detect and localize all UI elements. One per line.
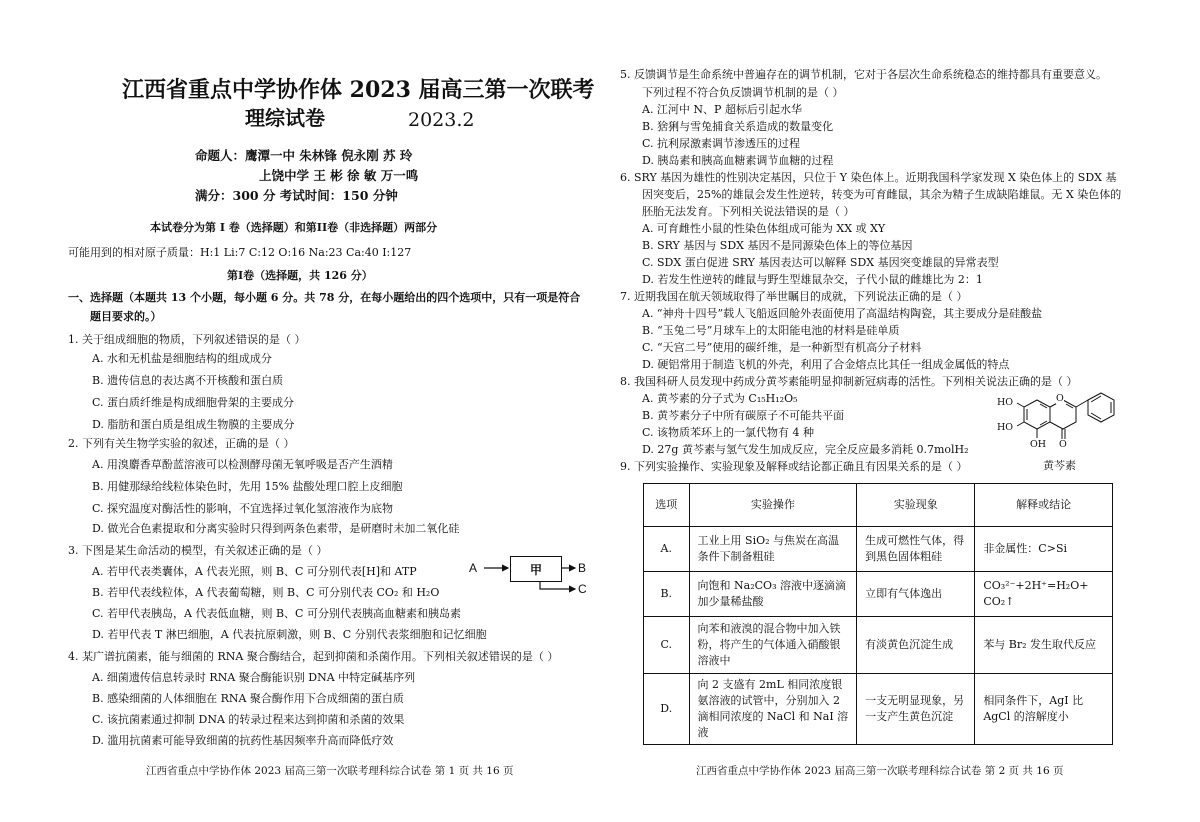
q6-stem-cont-2: 胚胎无法发育。下列相关说法错误的是（ ） — [642, 205, 855, 218]
q4-option-b: B. 感染细菌的人体细胞在 RNA 聚合酶作用下合成细菌的蛋白质 — [92, 692, 404, 705]
exam-subtitle: 理综试卷 — [245, 106, 325, 130]
ring-c — [1050, 400, 1076, 429]
header-operation: 实验操作 — [689, 484, 857, 527]
q6-option-d: D. 若发生性逆转的雌鼠与野生型雄鼠杂交，子代小鼠的雌雄比为 2：1 — [642, 273, 983, 286]
page-1-footer: 江西省重点中学协作体 2023 届高三第一次联考理科综合试卷 第 1 页 共 16 页 — [146, 765, 514, 777]
exam-date: 2023.2 — [408, 109, 475, 131]
q8-option-b: B. 黄芩素分子中所有碳原子不可能共平面 — [642, 409, 845, 422]
diagram-box-label: 甲 — [529, 563, 542, 577]
keto-oxygen-label: O — [1059, 439, 1067, 450]
q4-option-d: D. 滥用抗菌素可能导致细菌的抗药性基因频率升高而降低疗效 — [92, 734, 394, 747]
q4-option-c: C. 该抗菌素通过抑制 DNA 的转录过程来达到抑菌和杀菌的效果 — [92, 713, 405, 726]
section1-heading: 一、选择题（本题共 13 个小题，每小题 6 分。共 78 分，在每小题给出的四个选项中，只有一项是符合 — [68, 291, 581, 304]
authors-line-2: 上饶中学 王 彬 徐 敏 万一鸣 — [259, 168, 419, 183]
row-c-operation: 向苯和液溴的混合物中加入铁粉，将产生的气体通入硝酸银溶液中 — [689, 617, 857, 674]
q7-option-c: C. “天宫二号”使用的碳纤维，是一种新型有机高分子材料 — [642, 341, 922, 354]
q7-option-d: D. 硬铝常用于制造飞机的外壳，利用了合金熔点比其任一组成金属低的特点 — [642, 358, 1010, 371]
q2-option-a: A. 用溴麝香草酚蓝溶液可以检测酵母菌无氧呼吸是否产生酒精 — [92, 458, 393, 471]
q2-stem: 2. 下列有关生物学实验的叙述，正确的是（ ） — [68, 437, 295, 450]
q3-option-a: A. 若甲代表类囊体，A 代表光照，则 B、C 可分别代表[H]和 ATP — [92, 565, 417, 578]
q5-option-a: A. 江河中 N、P 超标后引起水华 — [642, 103, 802, 116]
table-row — [644, 617, 1113, 674]
header-conclusion: 解释或结论 — [975, 484, 1113, 527]
diagram-label-a: A — [469, 561, 478, 575]
page-2-footer: 江西省重点中学协作体 2023 届高三第一次联考理科综合试卷 第 2 页 共 16 页 — [696, 765, 1064, 777]
q2-option-b: B. 用健那绿给线粒体染色时，先用 15% 盐酸处理口腔上皮细胞 — [92, 480, 403, 493]
q9-stem: 9. 下列实验操作、实验现象及解释或结论都正确且有因果关系的是（ ） — [620, 460, 968, 473]
q6-option-a: A. 可育雌性小鼠的性染色体组成可能为 XX 或 XY — [642, 222, 886, 235]
part1-heading: 第Ⅰ卷（选择题，共 126 分） — [227, 269, 373, 282]
q7-option-b: B. “玉兔二号”月球车上的太阳能电池的材料是硅单质 — [642, 324, 900, 337]
header-phenomenon: 实验现象 — [857, 484, 975, 527]
row-a-conclusion: 非金属性：C>Si — [975, 527, 1113, 572]
table-row — [644, 527, 1113, 572]
hydroxyl-label-3: OH — [1030, 439, 1047, 450]
row-b-operation: 向饱和 Na₂CO₃ 溶液中逐滴滴加少量稀盐酸 — [689, 572, 857, 617]
q5-option-d: D. 胰岛素和胰高血糖素调节血糖的过程 — [642, 154, 834, 167]
row-c-conclusion: 苯与 Br₂ 发生取代反应 — [975, 617, 1113, 674]
q8-option-a: A. 黄芩素的分子式为 C₁₅H₁₂O₅ — [642, 392, 798, 405]
ring-oxygen-label: O — [1056, 393, 1064, 404]
row-c-phenomenon: 有淡黄色沉淀生成 — [857, 617, 975, 674]
q5-option-b: B. 猞猁与雪兔捕食关系造成的数量变化 — [642, 120, 834, 133]
row-b-conclusion: CO₃²⁻+2H⁺=H₂O+ CO₂↑ — [975, 572, 1113, 617]
arrow-c-out — [540, 581, 575, 589]
diagram-label-c: C — [578, 582, 587, 596]
score-time-line: 满分：300 分 考试时间：150 分钟 — [195, 188, 398, 203]
sections-note: 本试卷分为第 I 卷（选择题）和第II卷（非选择题）两部分 — [150, 221, 438, 234]
q1-stem: 1. 关于组成细胞的物质，下列叙述错误的是（ ） — [68, 333, 306, 346]
row-b-phenomenon: 立即有气体逸出 — [857, 572, 975, 617]
q6-stem-cont-1: 因突变后，25%的雄鼠会发生性逆转，转变为可育雌鼠，其余为精子生成缺陷雄鼠。无 X 染色体的 — [642, 188, 1122, 201]
row-d-option: D. — [644, 674, 690, 745]
q2-option-c: C. 探究温度对酶活性的影响，不宜选择过氧化氢溶液作为底物 — [92, 502, 394, 515]
section1-heading-cont: 题目要求的。） — [90, 310, 162, 323]
q5-option-c: C. 抗利尿激素调节渗透压的过程 — [642, 137, 801, 150]
q3-option-d: D. 若甲代表 T 淋巴细胞，A 代表抗原刺激，则 B、C 分别代表浆细胞和记忆细胞 — [92, 628, 487, 641]
q6-option-b: B. SRY 基因与 SDX 基因不是同源染色体上的等位基因 — [642, 239, 913, 252]
q4-option-a: A. 细菌遗传信息转录时 RNA 聚合酶能识别 DNA 中特定碱基序列 — [92, 671, 416, 684]
row-c-option: C. — [644, 617, 690, 674]
q1-option-a: A. 水和无机盐是细胞结构的组成成分 — [92, 352, 272, 365]
q1-option-b: B. 遗传信息的表达离不开核酸和蛋白质 — [92, 374, 284, 387]
ring-a — [1024, 400, 1050, 429]
q3-stem: 3. 下图是某生命活动的模型，有关叙述正确的是（ ） — [68, 544, 328, 557]
q3-option-c: C. 若甲代表胰岛，A 代表低血糖，则 B、C 可分别代表胰高血糖素和胰岛素 — [92, 607, 461, 620]
q5-stem-cont: 下列过程不符合负反馈调节机制的是（ ） — [642, 86, 844, 99]
q9-table — [643, 483, 1113, 745]
header-option: 选项 — [644, 484, 690, 527]
row-d-phenomenon: 一支无明显现象，另一支产生黄色沉淀 — [857, 674, 975, 745]
q7-stem: 7. 近期我国在航天领域取得了举世瞩目的成就，下列说法正确的是（ ） — [620, 290, 968, 303]
q8-option-d: D. 27g 黄芩素与氢气发生加成反应，完全反应最多消耗 0.7molH₂ — [642, 443, 969, 456]
table-row — [644, 572, 1113, 617]
q3-option-b: B. 若甲代表线粒体，A 代表葡萄糖，则 B、C 可分别代表 CO₂ 和 H₂O — [92, 586, 440, 599]
q8-stem: 8. 我国科研人员发现中药成分黄芩素能明显抑制新冠病毒的活性。下列相关说法正确的是（ ） — [620, 375, 1078, 388]
table-header-row — [644, 484, 1113, 527]
q7-option-a: A. “神舟十四号”载人飞船返回舱外表面使用了高温结构陶瓷，其主要成分是硅酸盐 — [642, 307, 1043, 320]
diagram-label-b: B — [578, 561, 587, 575]
row-d-operation: 向 2 支盛有 2mL 相同浓度银氨溶液的试管中，分别加入 2 滴相同浓度的 NaCl 和 NaI 溶液 — [689, 674, 857, 745]
molecule-caption: 黄芩素 — [1043, 459, 1076, 472]
q2-option-d: D. 做光合色素提取和分离实验时只得到两条色素带，是研磨时未加二氧化硅 — [92, 522, 460, 535]
hydroxyl-label-2: HO — [997, 422, 1014, 433]
q6-stem: 6. SRY 基因为雄性的性别决定基因，只位于 Y 染色体上。近期我国科学家发现 X 染色体上的 SDX 基 — [620, 171, 1117, 184]
q4-stem: 4. 某广谱抗菌素，能与细菌的 RNA 聚合酶结合，起到抑菌和杀菌作用。下列相关叙述错误的是（ ） — [68, 650, 559, 663]
exam-title: 江西省重点中学协作体 2023 届高三第一次联考 — [122, 77, 595, 103]
q1-option-c: C. 蛋白质纤维是构成细胞骨架的主要成分 — [92, 396, 295, 409]
row-d-conclusion: 相同条件下，AgI 比 AgCl 的溶解度小 — [975, 674, 1113, 745]
table-row — [644, 674, 1113, 745]
q6-option-c: C. SDX 蛋白促进 SRY 基因表达可以解释 SDX 基因突变雄鼠的异常表型 — [642, 256, 999, 269]
authors-line-1: 命题人：鹰潭一中 朱林锋 倪永刚 苏 玲 — [195, 148, 413, 163]
q5-stem: 5. 反馈调节是生命系统中普遍存在的调节机制，它对于各层次生命系统稳态的维持都具有重要意义。 — [620, 68, 1107, 81]
q1-option-d: D. 脂肪和蛋白质是组成生物膜的主要成分 — [92, 418, 295, 431]
q8-option-c: C. 该物质苯环上的一氯代物有 4 种 — [642, 426, 815, 439]
row-a-operation: 工业上用 SiO₂ 与焦炭在高温条件下制备粗硅 — [689, 527, 857, 572]
row-a-option: A. — [644, 527, 690, 572]
row-a-phenomenon: 生成可燃性气体，得到黑色固体粗硅 — [857, 527, 975, 572]
atomic-mass-line: 可能用到的相对原子质量：H:1 Li:7 C:12 O:16 Na:23 Ca:40 I:127 — [68, 246, 412, 259]
row-b-option: B. — [644, 572, 690, 617]
ring-b — [1088, 393, 1114, 422]
hydroxyl-label-1: HO — [997, 397, 1014, 408]
